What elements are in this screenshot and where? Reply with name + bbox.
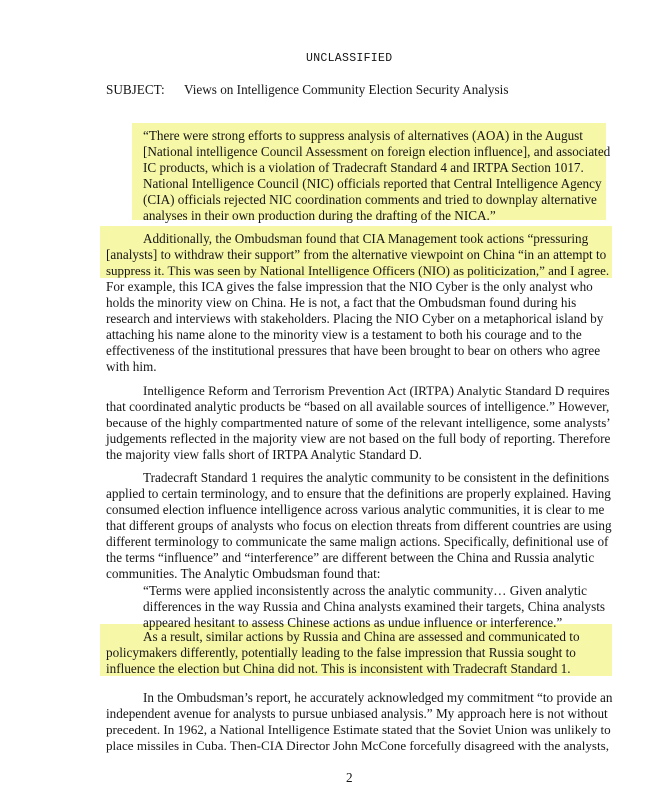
paragraph-line: For example, this ICA gives the false impression that the NIO Cyber is the only analyst who [106,279,593,294]
paragraph-line: communities. The Analytic Ombudsman found that: [106,566,381,581]
paragraph-line: effectiveness of the institutional pressures that have been brought to bear on others who agree [106,343,601,358]
subject-text: Views on Intelligence Community Election Security Analysis [184,82,509,97]
paragraph-line: applied to certain terminology, and to ensure that the definitions are properly explained. Having [106,486,611,501]
paragraph-line: judgements reflected in the majority view are not based on the full body of reporting. Therefore [106,431,611,446]
paragraph-line: that coordinated analytic products be “based on all available sources of intelligence.” However, [106,399,610,414]
subject-label: SUBJECT: [106,82,165,97]
classification-marking: UNCLASSIFIED [306,52,393,65]
paragraph-line: (CIA) officials rejected NIC coordination comments and tried to downplay alternative [143,192,597,207]
paragraph-line: influence the election but China did not. This is inconsistent with Tradecraft Standard 1. [106,661,571,676]
paragraph-line: precedent. In 1962, a National Intelligence Estimate stated that the Soviet Union was unlikely to [106,722,611,737]
paragraph-line: different terminology to communicate the same malign actions. Specifically, definitional use of [106,534,609,549]
blockquote-line: differences in the way Russia and China analysts examined their targets, China analysts [143,599,606,614]
blockquote-line: appeared hesitant to assess Chinese actions as undue influence or interference.” [143,615,563,630]
paragraph-line: that different groups of analysts who focus on election threats from different countries are using [106,518,612,533]
paragraph-line: “There were strong efforts to suppress analysis of alternatives (AOA) in the August [143,128,583,143]
blockquote-line: “Terms were applied inconsistently across the analytic community… Given analytic [143,583,588,598]
paragraph-line: independent avenue for analysts to pursue unbiased analysis.” My approach here is not without [106,706,608,721]
paragraph-line: consumed election influence intelligence across various analytic communities, it is clear to me [106,502,605,517]
paragraph-line: Additionally, the Ombudsman found that CIA Management took actions “pressuring [143,231,589,246]
paragraph-line: National Intelligence Council (NIC) officials reported that Central Intelligence Agency [143,176,602,191]
paragraph-line: the majority view falls short of IRTPA Analytic Standard D. [106,447,422,462]
paragraph-line: [National intelligence Council Assessment on foreign election influence], and associated [143,144,611,159]
paragraph-line: because of the highly compartmented nature of some of the relevant intelligence, some analysts’ [106,415,611,430]
paragraph-line: place missiles in Cuba. Then-CIA Director John McCone forcefully disagreed with the analysts, [106,738,610,753]
page-number: 2 [346,770,353,785]
paragraph-line: IC products, which is a violation of Tradecraft Standard 4 and IRTPA Section 1017. [143,160,584,175]
paragraph-line: Tradecraft Standard 1 requires the analytic community to be consistent in the definitions [143,470,610,485]
paragraph-line: the terms “influence” and “interference” are different between the China and Russia analytic [106,550,595,565]
paragraph-line: As a result, similar actions by Russia and China are assessed and communicated to [143,629,580,644]
paragraph-line: suppress it. This was seen by National Intelligence Officers (NIO) as politicization,” and I agree. [106,263,610,278]
paragraph-line: analyses in their own production during the drafting of the NICA.” [143,208,496,223]
paragraph-line: In the Ombudsman’s report, he accurately acknowledged my commitment “to provide an [143,690,613,705]
paragraph-line: research and interviews with stakeholders. Placing the NIO Cyber on a metaphorical island by [106,311,604,326]
paragraph-line: [analysts] to withdraw their support” from the alternative viewpoint on China “in an attempt to [106,247,607,262]
paragraph-line: Intelligence Reform and Terrorism Prevention Act (IRTPA) Analytic Standard D requires [143,383,610,398]
paragraph-line: policymakers differently, potentially leading to the false impression that Russia sought to [106,645,576,660]
paragraph-line: with him. [106,359,157,374]
paragraph-line: holds the minority view on China. He is not, a fact that the Ombudsman found during his [106,295,577,310]
paragraph-line: attaching his name alone to the minority view is a testament to both his courage and to the [106,327,582,342]
